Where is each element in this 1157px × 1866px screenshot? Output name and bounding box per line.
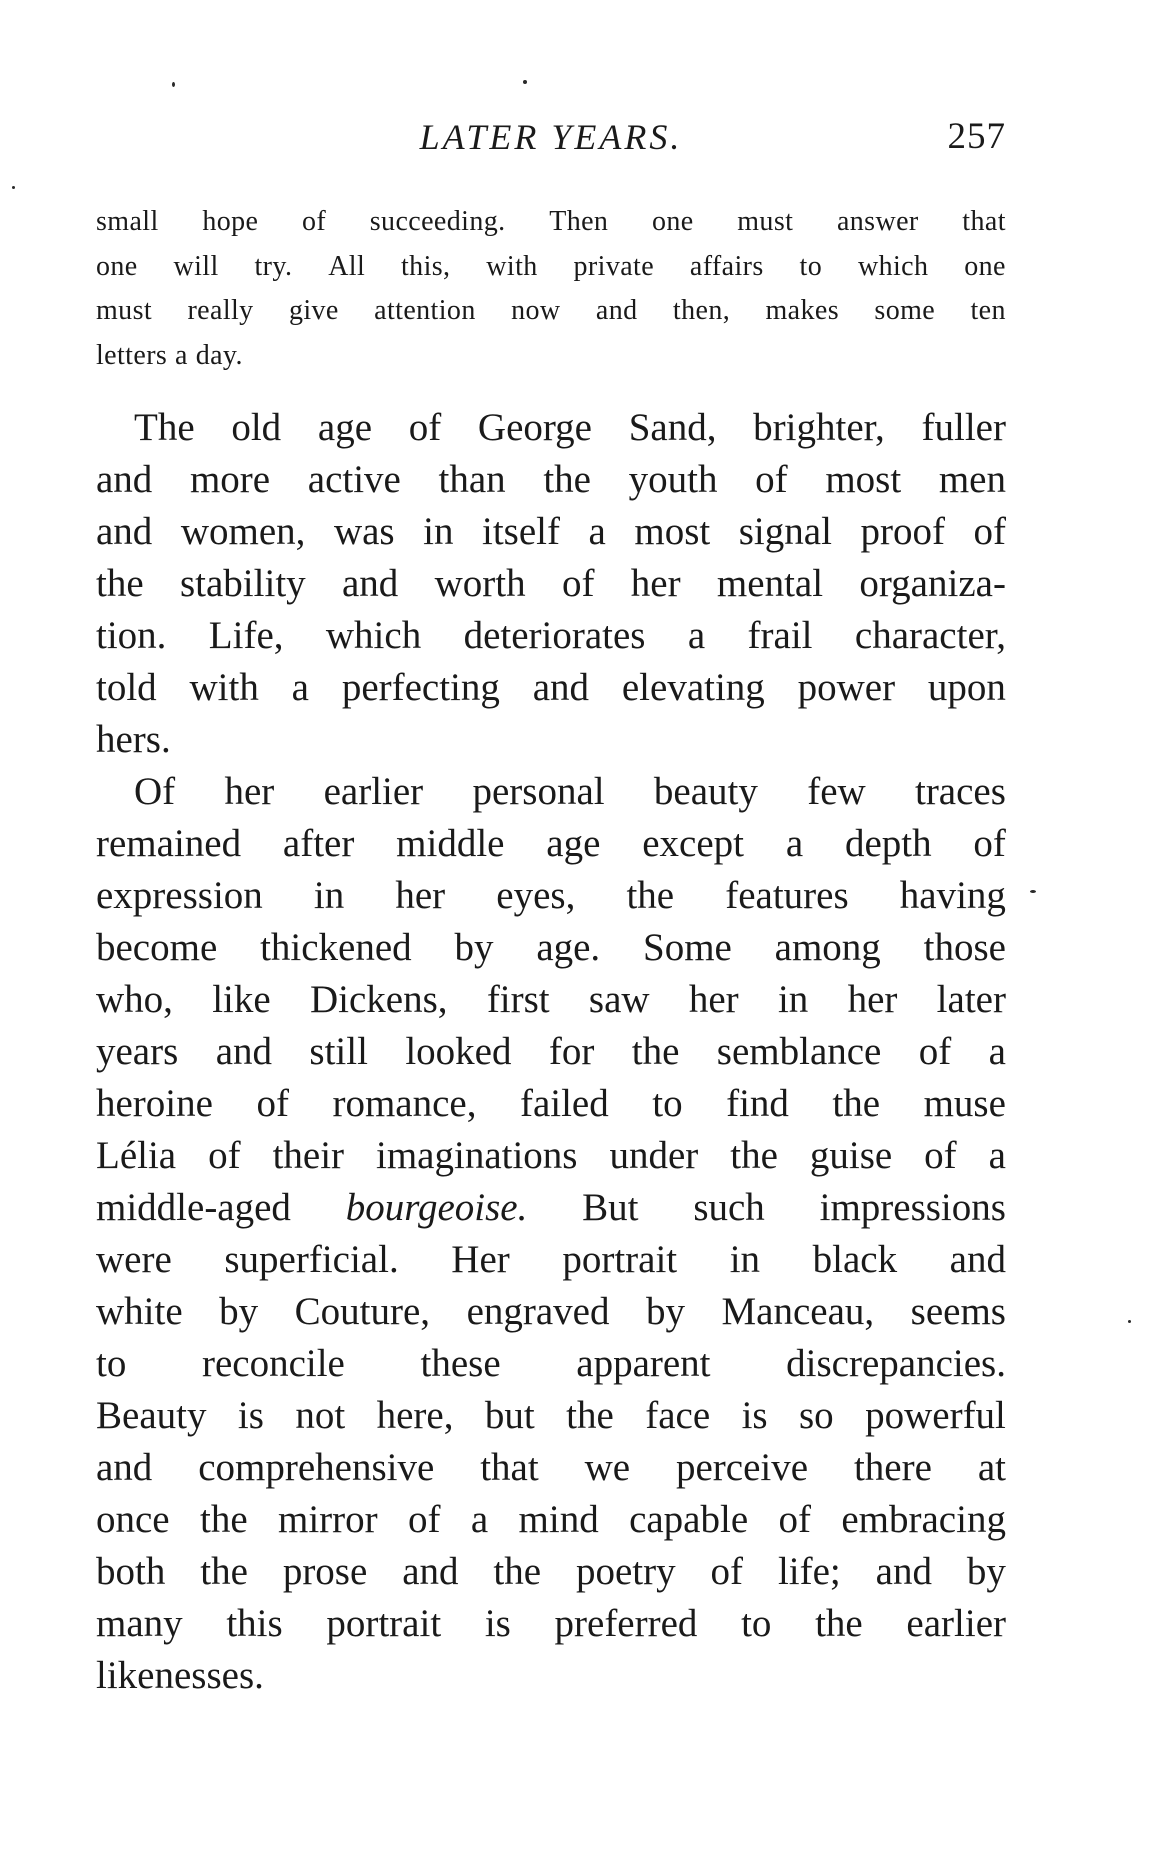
word: first (486, 978, 550, 1021)
word: of (408, 406, 442, 449)
word: likenesses. (96, 1654, 264, 1697)
word: her (224, 770, 275, 813)
word: romance, (332, 1082, 477, 1125)
word: age (317, 406, 373, 449)
word: and (96, 1446, 153, 1489)
word: which (857, 250, 929, 282)
word: proof (860, 510, 945, 553)
word: her (630, 562, 681, 605)
paragraph (96, 766, 1006, 1702)
word: The (134, 406, 195, 449)
word: to (652, 1082, 683, 1125)
word: and (949, 1238, 1006, 1281)
word: who, (96, 978, 173, 1021)
running-title: LATER YEARS. (419, 117, 683, 157)
word: these (420, 1342, 501, 1385)
word: most (825, 458, 902, 501)
word: those (923, 926, 1006, 969)
word: most (634, 510, 711, 553)
word: signal (738, 510, 832, 553)
word: the (200, 1550, 248, 1593)
word: itself (482, 510, 560, 553)
word: of (755, 458, 788, 501)
word: letters (96, 339, 168, 371)
word: her (847, 978, 898, 1021)
text-line (96, 1026, 1006, 1078)
text-line (96, 402, 1006, 454)
text-line (96, 334, 1006, 379)
word: power (797, 666, 896, 709)
word: the (566, 1394, 614, 1437)
word: is (484, 1602, 511, 1645)
word: to (741, 1602, 772, 1645)
word: more (189, 458, 271, 501)
word: active (307, 458, 401, 501)
word: depth (844, 822, 932, 865)
word: eyes, (496, 874, 576, 917)
word: except (642, 822, 744, 865)
print-speck (523, 80, 527, 84)
text-line (96, 289, 1006, 334)
text-line (96, 1598, 1006, 1650)
running-head (96, 112, 1006, 162)
paragraph (96, 402, 1006, 766)
word: middle-aged (96, 1186, 291, 1229)
word: in (423, 510, 454, 553)
word: so (799, 1394, 834, 1437)
text-line (96, 1546, 1006, 1598)
word: the (96, 562, 144, 605)
word: remained (96, 822, 242, 865)
word: women, (180, 510, 306, 553)
word: a (785, 822, 804, 865)
word: middle (396, 822, 505, 865)
print-speck (172, 82, 175, 87)
word: prose (282, 1550, 368, 1593)
print-speck (12, 186, 15, 189)
word: years (96, 1030, 179, 1073)
word: youth (628, 458, 718, 501)
word: beauty (653, 770, 758, 813)
word: the (543, 458, 591, 501)
word: succeeding. (369, 206, 506, 237)
word: and (402, 1550, 459, 1593)
text-line (96, 245, 1006, 290)
text-line (96, 454, 1006, 506)
word: and (341, 562, 399, 605)
word: portrait (562, 1238, 678, 1281)
word: and (595, 295, 638, 326)
text-line (96, 1234, 1006, 1286)
word: small (96, 206, 159, 237)
word: after (282, 822, 355, 865)
text-line (96, 1182, 1006, 1234)
word: some (874, 295, 936, 326)
word: really (187, 295, 254, 326)
word: All (328, 250, 366, 282)
word: Life, (208, 614, 284, 657)
word: old (231, 406, 282, 449)
word: portrait (326, 1602, 442, 1645)
text-line (96, 1494, 1006, 1546)
word: there (853, 1446, 932, 1489)
word: semblance (716, 1030, 882, 1073)
word: such (693, 1186, 765, 1229)
word: imaginations (376, 1134, 578, 1177)
word: by (219, 1290, 259, 1333)
word: Manceau, (721, 1290, 875, 1333)
word: were (96, 1238, 172, 1281)
word: answer (836, 206, 919, 237)
word: Sand, (628, 406, 717, 449)
word: the (631, 1030, 680, 1073)
word: fuller (921, 406, 1006, 449)
word: both (96, 1550, 166, 1593)
word: will (173, 250, 219, 282)
word: mental (716, 562, 824, 605)
word: their (272, 1134, 345, 1177)
word: the (832, 1082, 881, 1125)
text-line (96, 714, 1006, 766)
word: expression (96, 874, 263, 917)
word: failed (519, 1082, 609, 1125)
word: impressions (819, 1186, 1006, 1229)
word: and (875, 1550, 932, 1593)
word: is (237, 1394, 264, 1437)
text-line (96, 1338, 1006, 1390)
word: But (582, 1186, 639, 1229)
text-line (96, 974, 1006, 1026)
word: a (588, 510, 606, 553)
word: character, (854, 614, 1006, 657)
word: mind (518, 1498, 599, 1541)
word: a (470, 1498, 489, 1541)
text-line (96, 610, 1006, 662)
word: must (737, 206, 794, 237)
word: by (966, 1550, 1006, 1593)
word: this, (401, 250, 451, 282)
word: apparent (576, 1342, 711, 1385)
word: tion. (96, 614, 167, 657)
word: Beauty (96, 1394, 207, 1437)
word: under (609, 1134, 699, 1177)
word: of (301, 206, 327, 237)
text-line (96, 870, 1006, 922)
word: traces (914, 770, 1006, 813)
word: one (96, 250, 138, 282)
word: become (96, 926, 218, 969)
word: at (977, 1446, 1006, 1489)
word: to (96, 1342, 127, 1385)
word: and (96, 458, 153, 501)
word: powerful (865, 1394, 1006, 1437)
word: was (333, 510, 395, 553)
word: Couture, (294, 1290, 431, 1333)
word: makes (765, 295, 840, 326)
word: later (936, 978, 1006, 1021)
text-line (96, 1286, 1006, 1338)
text-line (96, 818, 1006, 870)
word: of (208, 1134, 241, 1177)
word: bourgeoise. (345, 1186, 528, 1229)
word: few (807, 770, 866, 813)
word: earlier (323, 770, 424, 813)
text-line (96, 558, 1006, 610)
word: muse (923, 1082, 1006, 1125)
word: try. (254, 250, 293, 282)
word: the (815, 1602, 863, 1645)
word: and (96, 510, 153, 553)
word: engraved (466, 1290, 610, 1333)
word: among (774, 926, 881, 969)
text-line (96, 1650, 1006, 1702)
word: than (438, 458, 506, 501)
word: many (96, 1602, 183, 1645)
word: then, (672, 295, 731, 326)
word: for (548, 1030, 595, 1073)
word: seems (910, 1290, 1006, 1333)
word: must (96, 295, 153, 326)
word: of (924, 1134, 957, 1177)
text-line (96, 1390, 1006, 1442)
word: affairs (689, 250, 764, 282)
word: the (199, 1498, 248, 1541)
word: we (584, 1446, 631, 1489)
word: perceive (675, 1446, 809, 1489)
word: upon (927, 666, 1006, 709)
word: that (480, 1446, 539, 1489)
word: not (295, 1394, 346, 1437)
word: of (918, 1030, 952, 1073)
word: discrepancies. (786, 1342, 1006, 1385)
word: the (493, 1550, 542, 1593)
word: still (309, 1030, 368, 1073)
word: comprehensive (198, 1446, 435, 1489)
word: by (454, 926, 494, 969)
word: but (484, 1394, 535, 1437)
print-speck (1030, 890, 1036, 893)
word: looked (405, 1030, 512, 1073)
word: white (96, 1290, 183, 1333)
word: of (256, 1082, 289, 1125)
word: of (778, 1498, 811, 1541)
word: hope (202, 206, 259, 237)
text-line (96, 506, 1006, 558)
word: capable (629, 1498, 749, 1541)
word: preferred (554, 1602, 698, 1645)
word: told (96, 666, 157, 709)
word: with (486, 250, 538, 282)
word: once (96, 1498, 170, 1541)
word: a (291, 666, 309, 709)
word: is (741, 1394, 768, 1437)
word: George (477, 406, 592, 449)
text-line (96, 922, 1006, 974)
word: worth (434, 562, 526, 605)
text-line (96, 1078, 1006, 1130)
word: deteriorates (463, 614, 646, 657)
word: here, (376, 1394, 454, 1437)
word: in (777, 978, 809, 1021)
word: frail (747, 614, 813, 657)
word: thickened (260, 926, 412, 969)
word: Her (451, 1238, 510, 1281)
word: saw (588, 978, 650, 1021)
word: Dickens, (309, 978, 448, 1021)
word: reconcile (201, 1342, 345, 1385)
word: give (288, 295, 339, 326)
word: which (325, 614, 422, 657)
word: age. (536, 926, 601, 969)
word: mirror (278, 1498, 378, 1541)
word: black (812, 1238, 898, 1281)
word: guise (809, 1134, 893, 1177)
text-line (96, 766, 1006, 818)
text-line (96, 200, 1006, 245)
word: in (729, 1238, 761, 1281)
word: like (212, 978, 271, 1021)
word: elevating (621, 666, 765, 709)
word: face (645, 1394, 711, 1437)
word: the (626, 874, 675, 917)
word: now (511, 295, 561, 326)
text-line (96, 662, 1006, 714)
word: attention (374, 295, 476, 326)
word: day. (195, 339, 243, 371)
word: having (899, 874, 1006, 917)
word: Some (643, 926, 732, 969)
word: of (710, 1550, 744, 1593)
word: hers. (96, 718, 171, 761)
word: one (964, 250, 1006, 282)
word: private (573, 250, 655, 282)
word: and (215, 1030, 272, 1073)
page-number: 257 (947, 116, 1006, 157)
word: her (688, 978, 739, 1021)
word: stability (179, 562, 306, 605)
word: that (962, 206, 1006, 237)
word: find (726, 1082, 789, 1125)
word: and (532, 666, 590, 709)
word: a (988, 1030, 1006, 1073)
word: superficial. (224, 1238, 399, 1281)
word: ten (970, 295, 1006, 326)
word: a (988, 1134, 1006, 1177)
word: personal (472, 770, 605, 813)
word: features (725, 874, 849, 917)
word: men (938, 458, 1006, 501)
word: one (651, 206, 694, 237)
word: Then (549, 206, 609, 237)
word: heroine (96, 1082, 213, 1125)
body-text (96, 402, 1006, 1702)
word: this (226, 1602, 283, 1645)
word: of (973, 822, 1006, 865)
word: by (645, 1290, 685, 1333)
word: a (687, 614, 706, 657)
word: brighter, (753, 406, 885, 449)
word: of (561, 562, 595, 605)
word: with (189, 666, 259, 709)
quoted-letter-excerpt (96, 200, 1006, 378)
word: age (546, 822, 601, 865)
print-speck (1128, 1320, 1131, 1323)
word: Of (134, 770, 176, 813)
word: life; (777, 1550, 841, 1593)
word: perfecting (341, 666, 500, 709)
word: of (973, 510, 1006, 553)
word: earlier (906, 1602, 1006, 1645)
word: in (313, 874, 345, 917)
word: her (395, 874, 446, 917)
word: poetry (575, 1550, 676, 1593)
word: organiza- (859, 562, 1006, 605)
word: the (730, 1134, 778, 1177)
word: of (408, 1498, 441, 1541)
word: embracing (841, 1498, 1006, 1541)
word: a (175, 339, 188, 371)
text-line (96, 1130, 1006, 1182)
word: to (799, 250, 823, 282)
word: Lélia (96, 1134, 177, 1177)
text-line (96, 1442, 1006, 1494)
